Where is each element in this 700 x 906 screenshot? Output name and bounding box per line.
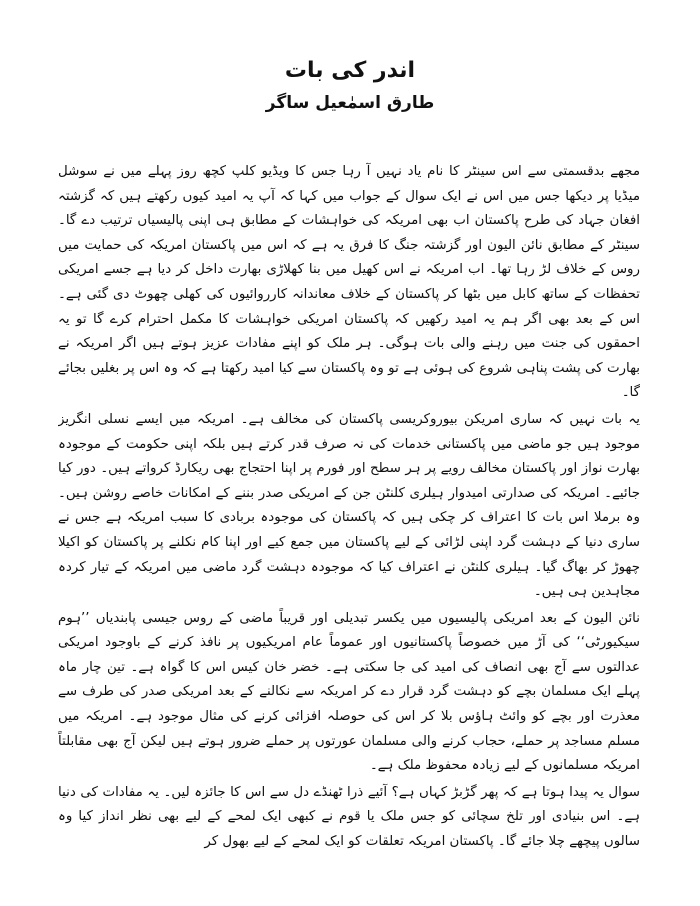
- paragraph-4: سوال یہ پیدا ہوتا ہے کہ پھر گڑبڑ کہاں ہے؟ آئیے ذرا ٹھنڈے دل سے اس کا جائزہ لیں۔ یہ مفادات کی دنیا ہے۔ اس بنیادی اور تلخ سچائی کو جس ملک یا قوم نے کبھی ایک لمحے کے لیے بھی نظر انداز کیا وہ سالوں پیچھے چلا جائے گا۔ پاکستان امریکہ تعلقات کو ایک لمحے کے لیے بھول کر: [58, 784, 640, 850]
- article-title: اندر کی بات: [284, 58, 416, 83]
- paragraph-2: یہ بات نہیں کہ ساری امریکن بیوروکریسی پاکستان کی مخالف ہے۔ امریکہ میں ایسے نسلی انگریز موجود ہیں جو ماضی میں پاکستانی خدمات کی نہ صرف قدر کرتے ہیں بلکہ اپنی حکومت کے موجودہ بھارت نواز اور پاکستان مخالف رویے پر ہر سطح اور فورم پر اپنا احتجاج بھی ریکارڈ کرواتے ہیں۔ دور کیا جائیے۔ امریکہ کی صدارتی امیدوار ہیلری کلنٹن جن کے امریکی صدر بننے کے امکانات خاصے روشن ہیں۔ وہ برملا اس بات کا اعتراف کر چکی ہیں کہ پاکستان کی موجودہ بربادی کا سبب امریکہ ہے جس نے ساری دنیا کے دہشت گرد اپنی لڑائی کے لیے پاکستان میں جمع کیے اور اپنا کام نکلنے پر پاکستان کو اکیلا چھوڑ کر بھاگ گیا۔ ہیلری کلنٹن نے اعتراف کیا کہ موجودہ دہشت گرد ماضی میں امریکہ کے تیار کردہ مجاہدین ہی ہیں۔: [58, 411, 640, 600]
- paragraph-1: مجھے بدقسمتی سے اس سینٹر کا نام یاد نہیں آ رہا جس کا ویڈیو کلپ کچھ روز پہلے میں نے سوشل میڈیا پر دیکھا جس میں اس نے ایک سوال کے جواب میں کہا کہ آپ یہ امید کیوں رکھتے ہیں کہ گزشتہ افغان جہاد کی طرح پاکستان اب بھی امریکہ کی خواہشات کے مطابق ہی اپنی پالیسیاں ترتیب دے گا۔ سینٹر کے مطابق نائن الیون اور گزشتہ جنگ کا فرق یہ ہے کہ اس میں پاکستان امریکہ کی حمایت میں روس کے خلاف لڑ رہا تھا۔ اب امریکہ نے اس کھیل میں بنا کھلاڑی بھارت داخل کر دیا ہے جسے امریکی تحفظات کے ساتھ کابل میں بٹھا کر پاکستان کے خلاف معاندانہ کارروائیوں کی کھلی چھوٹ دی گئی ہے۔ اس کے بعد بھی اگر ہم یہ امید رکھیں کہ پاکستان امریکی خواہشات کا مکمل احترام کرے گا تو یہ احمقوں کی جنت میں رہنے والی بات ہوگی۔ ہر ملک کو اپنے مفادات عزیز ہوتے ہیں اگر امریکہ نے بھارت کی پشت پناہی شروع کی ہوئی ہے تو وہ پاکستان سے کیا امید رکھتا ہے کہ وہ اس پر بغلیں بجائے گا۔: [58, 164, 640, 401]
- article-body: [58, 160, 640, 900]
- article-author: طارق اسمٰعیل ساگر: [265, 93, 435, 113]
- paragraph-3: نائن الیون کے بعد امریکی پالیسیوں میں یکسر تبدیلی اور قریباً ماضی کے روس جیسی پابندیاں ’’ہوم سیکیورٹی‘‘ کی آڑ میں خصوصاً پاکستانیوں اور عموماً عام امریکیوں پر نافذ کرنے کے باوجود امریکی عدالتوں سے آج بھی انصاف کی امید کی جا سکتی ہے۔ خضر خان کیس اس کا گواہ ہے۔ تین چار ماہ پہلے ایک مسلمان بچے کو دہشت گرد قرار دے کر امریکہ سے نکالنے کے بعد امریکی صدر کی طرف سے معذرت اور بچے کو وائٹ ہاؤس بلا کر اس کی حوصلہ افزائی کرنے کی مثال موجود ہے۔ امریکہ میں مسلم مساجد پر حملے، حجاب کرنے والی مسلمان عورتوں پر حملے ضرور ہوتے ہیں لیکن آج بھی مقابلتاً امریکہ مسلمانوں کے لیے زیادہ محفوظ ملک ہے۔: [58, 610, 640, 774]
